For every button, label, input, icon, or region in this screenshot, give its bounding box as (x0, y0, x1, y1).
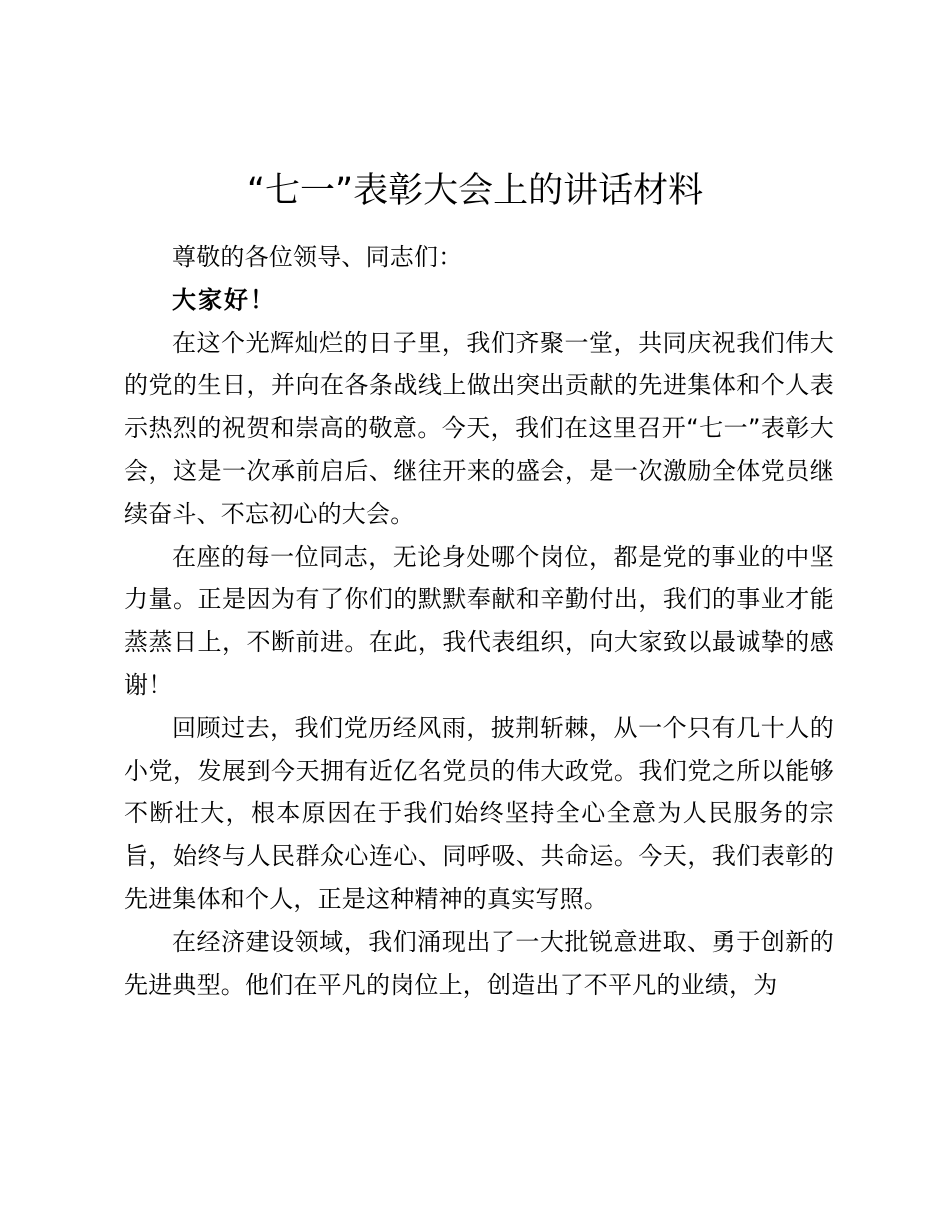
document-title: “七一”表彰大会上的讲话材料 (246, 171, 704, 211)
paragraph-3: 回顾过去，我们党历经风雨，披荆斩棘，从一个只有几十人的小党，发展到今天拥有近亿名党员的伟大政党。我们党之所以能够不断壮大，根本原因在于我们始终坚持全心全意为人民服务的宗旨，始终与人民群众心连心、同呼吸、共命运。今天，我们表彰的先进集体和个人，正是这种精神的真实写照。 (124, 713, 834, 913)
paragraph-1: 在这个光辉灿烂的日子里，我们齐聚一堂，共同庆祝我们伟大的党的生日，并向在各条战线上做出突出贡献的先进集体和个人表示热烈的祝贺和崇高的敬意。今天，我们在这里召开“七一”表彰大会，这是一次承前启后、继往开来的盛会，是一次激励全体党员继续奋斗、不忘初心的大会。 (124, 328, 834, 528)
salutation: 尊敬的各位领导、同志们： (172, 243, 463, 271)
document-body (124, 236, 834, 1006)
paragraph-4: 在经济建设领域，我们涌现出了一大批锐意进取、勇于创新的先进典型。他们在平凡的岗位上，创造出了不平凡的业绩，为 (124, 927, 834, 999)
greeting: 大家好！ (172, 285, 276, 314)
paragraph-2: 在座的每一位同志，无论身处哪个岗位，都是党的事业的中坚力量。正是因为有了你们的默默奉献和辛勤付出，我们的事业才能蒸蒸日上，不断前进。在此，我代表组织，向大家致以最诚挚的感谢！ (124, 542, 834, 699)
